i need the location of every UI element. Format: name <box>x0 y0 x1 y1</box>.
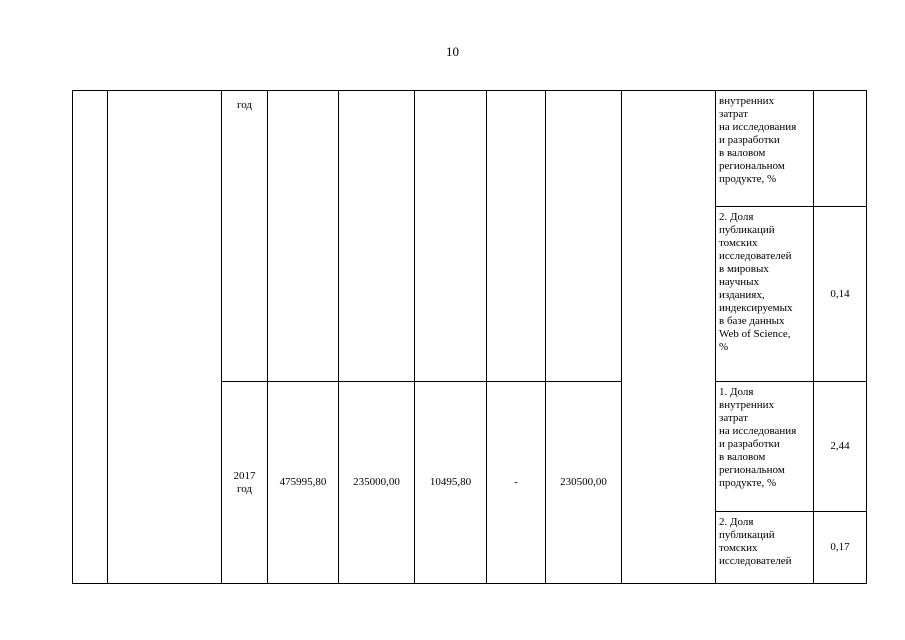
row-number-cell <box>73 91 108 584</box>
indicator-cell: 1. Доля внутренних затрат на исследования и разработки в валовом региональном продукте, % <box>716 382 814 512</box>
name-cell <box>108 91 222 584</box>
funding-cell <box>415 91 487 382</box>
funding-cell <box>487 91 546 382</box>
indicator-value-cell: 0,14 <box>814 207 867 382</box>
indicator-cell: 2. Доля публикаций томских исследователей <box>716 512 814 584</box>
funding-cell: 235000,00 <box>339 382 415 584</box>
funding-cell: 230500,00 <box>546 382 622 584</box>
indicator-value-cell <box>814 91 867 207</box>
budget-indicators-table <box>72 90 867 584</box>
indicator-cell: внутренних затрат на исследования и разработки в валовом региональном продукте, % <box>716 91 814 207</box>
funding-cell <box>339 91 415 382</box>
funding-cell: 10495,80 <box>415 382 487 584</box>
year-label: год <box>236 99 253 111</box>
indicator-value-cell: 0,17 <box>814 512 867 584</box>
page-number: 10 <box>446 44 459 59</box>
funding-cell: - <box>487 382 546 584</box>
year-cell <box>222 91 268 382</box>
funding-cell <box>546 91 622 382</box>
table-row <box>73 91 867 207</box>
indicator-cell: 2. Доля публикаций томских исследователей в мировых научных изданиях, индексируемых в базе данных Web of Science, % <box>716 207 814 382</box>
indicator-value-cell: 2,44 <box>814 382 867 512</box>
year-cell: 2017 год <box>222 382 268 584</box>
executor-cell <box>622 91 716 584</box>
total-cell <box>268 91 339 382</box>
total-cell: 475995,80 <box>268 382 339 584</box>
